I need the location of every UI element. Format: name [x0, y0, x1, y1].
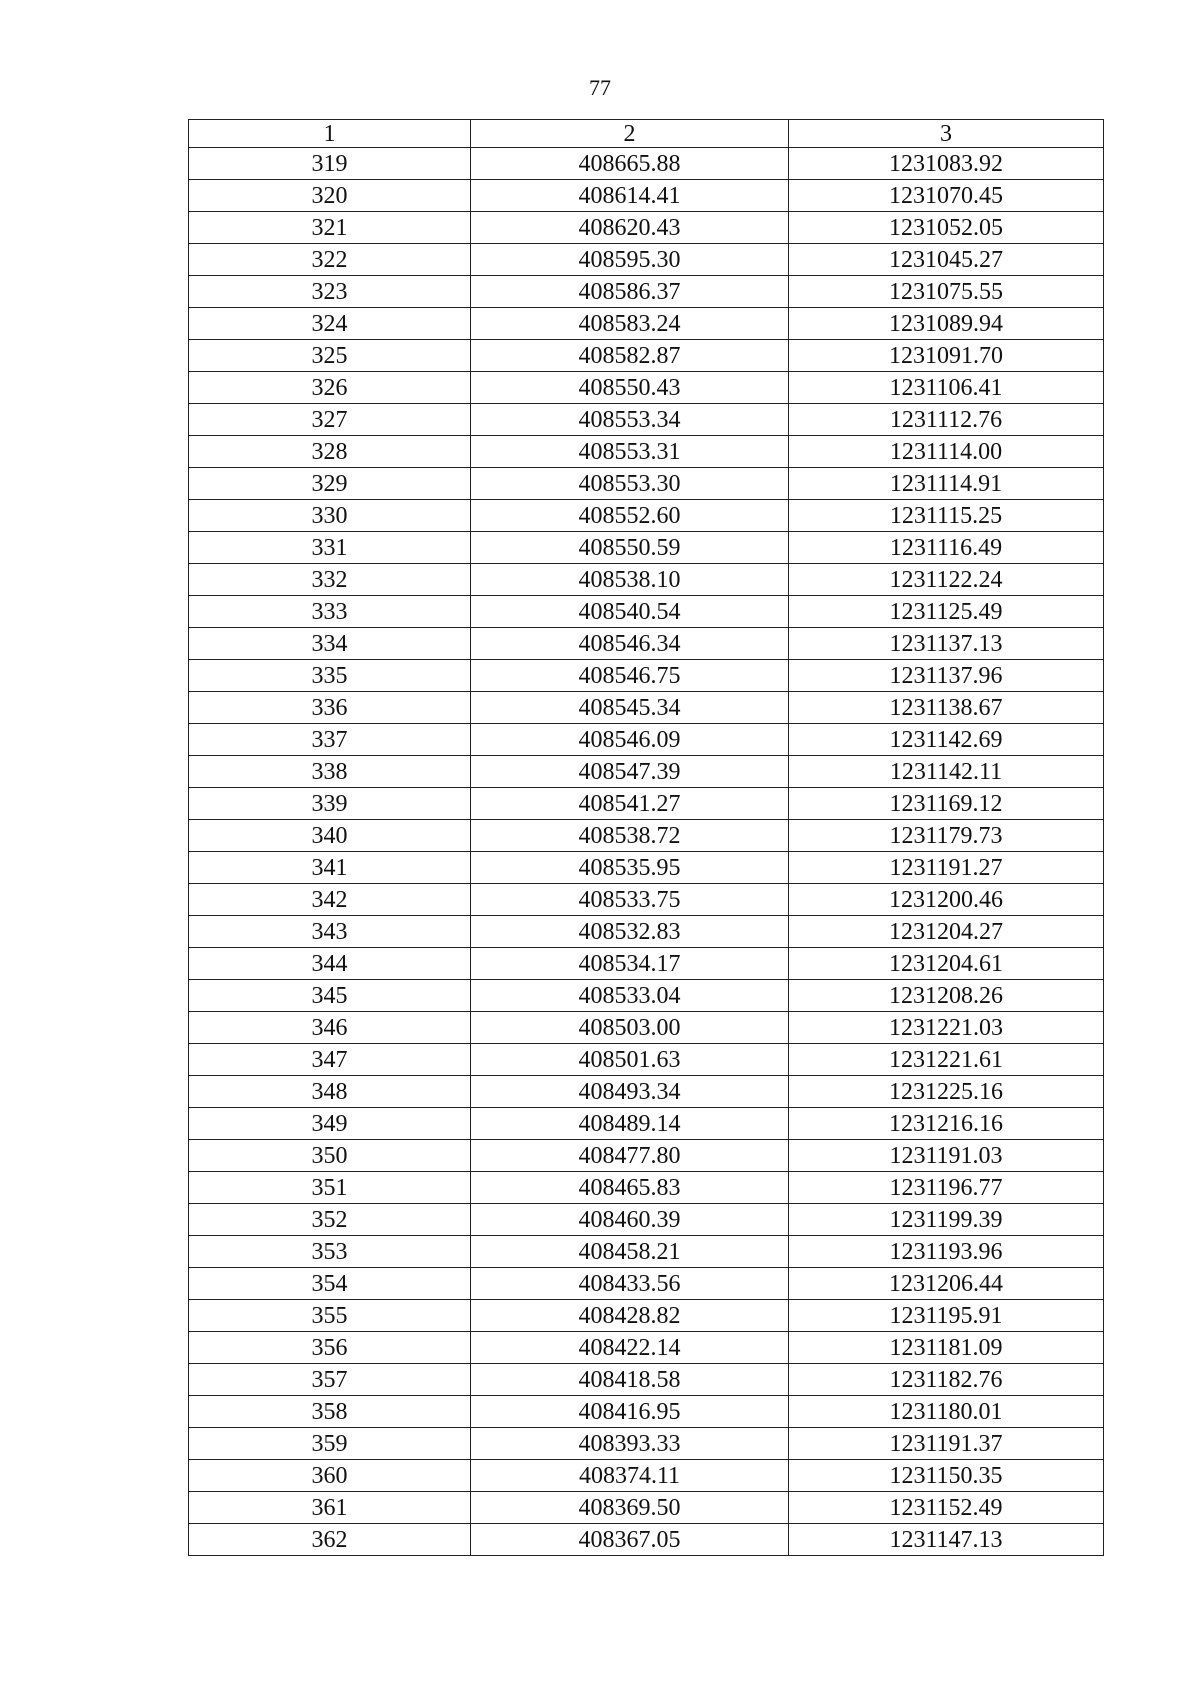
x-coordinate-cell: 408477.80	[471, 1140, 789, 1172]
y-coordinate-cell: 1231216.16	[789, 1108, 1104, 1140]
point-number-cell: 355	[189, 1300, 471, 1332]
x-coordinate-cell: 408550.59	[471, 532, 789, 564]
x-coordinate-cell: 408428.82	[471, 1300, 789, 1332]
point-number-cell: 326	[189, 372, 471, 404]
x-coordinate-cell: 408535.95	[471, 852, 789, 884]
y-coordinate-cell: 1231114.91	[789, 468, 1104, 500]
table-row	[189, 372, 1104, 404]
point-number-cell: 323	[189, 276, 471, 308]
table-row	[189, 1364, 1104, 1396]
table-row	[189, 276, 1104, 308]
x-coordinate-cell: 408553.34	[471, 404, 789, 436]
point-number-cell: 344	[189, 948, 471, 980]
point-number-cell: 334	[189, 628, 471, 660]
x-coordinate-cell: 408614.41	[471, 180, 789, 212]
y-coordinate-cell: 1231179.73	[789, 820, 1104, 852]
point-number-cell: 320	[189, 180, 471, 212]
x-coordinate-cell: 408533.04	[471, 980, 789, 1012]
table-row	[189, 564, 1104, 596]
y-coordinate-cell: 1231045.27	[789, 244, 1104, 276]
point-number-cell: 356	[189, 1332, 471, 1364]
x-coordinate-cell: 408418.58	[471, 1364, 789, 1396]
y-coordinate-cell: 1231206.44	[789, 1268, 1104, 1300]
x-coordinate-cell: 408553.30	[471, 468, 789, 500]
y-coordinate-cell: 1231221.03	[789, 1012, 1104, 1044]
point-number-cell: 328	[189, 436, 471, 468]
table-row	[189, 1524, 1104, 1556]
point-number-cell: 349	[189, 1108, 471, 1140]
y-coordinate-cell: 1231204.61	[789, 948, 1104, 980]
point-number-cell: 327	[189, 404, 471, 436]
x-coordinate-cell: 408541.27	[471, 788, 789, 820]
table-row	[189, 724, 1104, 756]
x-coordinate-cell: 408465.83	[471, 1172, 789, 1204]
point-number-cell: 333	[189, 596, 471, 628]
point-number-cell: 358	[189, 1396, 471, 1428]
x-coordinate-cell: 408533.75	[471, 884, 789, 916]
x-coordinate-cell: 408416.95	[471, 1396, 789, 1428]
table-body	[189, 148, 1104, 1556]
point-number-cell: 350	[189, 1140, 471, 1172]
x-coordinate-cell: 408503.00	[471, 1012, 789, 1044]
y-coordinate-cell: 1231052.05	[789, 212, 1104, 244]
point-number-cell: 351	[189, 1172, 471, 1204]
y-coordinate-cell: 1231138.67	[789, 692, 1104, 724]
table-row	[189, 660, 1104, 692]
point-number-cell: 335	[189, 660, 471, 692]
point-number-cell: 359	[189, 1428, 471, 1460]
x-coordinate-cell: 408493.34	[471, 1076, 789, 1108]
table-row	[189, 1396, 1104, 1428]
point-number-cell: 325	[189, 340, 471, 372]
table-row	[189, 948, 1104, 980]
point-number-cell: 362	[189, 1524, 471, 1556]
x-coordinate-cell: 408367.05	[471, 1524, 789, 1556]
table-row	[189, 404, 1104, 436]
coordinates-table	[188, 119, 1104, 1556]
x-coordinate-cell: 408583.24	[471, 308, 789, 340]
table-row	[189, 148, 1104, 180]
table-header	[189, 120, 1104, 148]
x-coordinate-cell: 408374.11	[471, 1460, 789, 1492]
y-coordinate-cell: 1231200.46	[789, 884, 1104, 916]
table-row	[189, 1108, 1104, 1140]
y-coordinate-cell: 1231221.61	[789, 1044, 1104, 1076]
x-coordinate-cell: 408547.39	[471, 756, 789, 788]
point-number-cell: 354	[189, 1268, 471, 1300]
y-coordinate-cell: 1231208.26	[789, 980, 1104, 1012]
y-coordinate-cell: 1231191.27	[789, 852, 1104, 884]
y-coordinate-cell: 1231116.49	[789, 532, 1104, 564]
table-row	[189, 532, 1104, 564]
table-row	[189, 628, 1104, 660]
y-coordinate-cell: 1231125.49	[789, 596, 1104, 628]
x-coordinate-cell: 408546.09	[471, 724, 789, 756]
y-coordinate-cell: 1231091.70	[789, 340, 1104, 372]
x-coordinate-cell: 408665.88	[471, 148, 789, 180]
x-coordinate-cell: 408538.10	[471, 564, 789, 596]
y-coordinate-cell: 1231114.00	[789, 436, 1104, 468]
y-coordinate-cell: 1231181.09	[789, 1332, 1104, 1364]
table-row	[189, 1044, 1104, 1076]
y-coordinate-cell: 1231193.96	[789, 1236, 1104, 1268]
y-coordinate-cell: 1231152.49	[789, 1492, 1104, 1524]
x-coordinate-cell: 408540.54	[471, 596, 789, 628]
y-coordinate-cell: 1231204.27	[789, 916, 1104, 948]
table-row	[189, 1460, 1104, 1492]
point-number-cell: 322	[189, 244, 471, 276]
table-row	[189, 692, 1104, 724]
table-row	[189, 308, 1104, 340]
y-coordinate-cell: 1231150.35	[789, 1460, 1104, 1492]
table-row	[189, 756, 1104, 788]
point-number-cell: 343	[189, 916, 471, 948]
x-coordinate-cell: 408538.72	[471, 820, 789, 852]
y-coordinate-cell: 1231089.94	[789, 308, 1104, 340]
y-coordinate-cell: 1231122.24	[789, 564, 1104, 596]
table-row	[189, 1204, 1104, 1236]
x-coordinate-cell: 408545.34	[471, 692, 789, 724]
table-row	[189, 468, 1104, 500]
point-number-cell: 319	[189, 148, 471, 180]
table-row	[189, 1268, 1104, 1300]
table-row	[189, 500, 1104, 532]
table-row	[189, 980, 1104, 1012]
x-coordinate-cell: 408546.75	[471, 660, 789, 692]
x-coordinate-cell: 408552.60	[471, 500, 789, 532]
x-coordinate-cell: 408532.83	[471, 916, 789, 948]
point-number-cell: 348	[189, 1076, 471, 1108]
y-coordinate-cell: 1231169.12	[789, 788, 1104, 820]
point-number-cell: 345	[189, 980, 471, 1012]
table-row	[189, 212, 1104, 244]
x-coordinate-cell: 408369.50	[471, 1492, 789, 1524]
point-number-cell: 346	[189, 1012, 471, 1044]
point-number-cell: 337	[189, 724, 471, 756]
y-coordinate-cell: 1231191.03	[789, 1140, 1104, 1172]
y-coordinate-cell: 1231112.76	[789, 404, 1104, 436]
point-number-cell: 342	[189, 884, 471, 916]
point-number-cell: 361	[189, 1492, 471, 1524]
header-col-3: 3	[789, 120, 1104, 148]
point-number-cell: 321	[189, 212, 471, 244]
y-coordinate-cell: 1231195.91	[789, 1300, 1104, 1332]
point-number-cell: 338	[189, 756, 471, 788]
y-coordinate-cell: 1231142.69	[789, 724, 1104, 756]
point-number-cell: 341	[189, 852, 471, 884]
table-row	[189, 884, 1104, 916]
header-col-1: 1	[189, 120, 471, 148]
point-number-cell: 332	[189, 564, 471, 596]
point-number-cell: 339	[189, 788, 471, 820]
y-coordinate-cell: 1231191.37	[789, 1428, 1104, 1460]
page-number: 77	[589, 75, 611, 100]
table-row	[189, 1140, 1104, 1172]
point-number-cell: 330	[189, 500, 471, 532]
x-coordinate-cell: 408393.33	[471, 1428, 789, 1460]
y-coordinate-cell: 1231199.39	[789, 1204, 1104, 1236]
point-number-cell: 329	[189, 468, 471, 500]
table-row	[189, 820, 1104, 852]
x-coordinate-cell: 408501.63	[471, 1044, 789, 1076]
table-row	[189, 788, 1104, 820]
y-coordinate-cell: 1231180.01	[789, 1396, 1104, 1428]
point-number-cell: 352	[189, 1204, 471, 1236]
table-row	[189, 180, 1104, 212]
y-coordinate-cell: 1231070.45	[789, 180, 1104, 212]
x-coordinate-cell: 408553.31	[471, 436, 789, 468]
point-number-cell: 324	[189, 308, 471, 340]
point-number-cell: 357	[189, 1364, 471, 1396]
table-row	[189, 1076, 1104, 1108]
y-coordinate-cell: 1231115.25	[789, 500, 1104, 532]
x-coordinate-cell: 408489.14	[471, 1108, 789, 1140]
x-coordinate-cell: 408620.43	[471, 212, 789, 244]
table-row	[189, 1012, 1104, 1044]
point-number-cell: 331	[189, 532, 471, 564]
table-row	[189, 1236, 1104, 1268]
y-coordinate-cell: 1231106.41	[789, 372, 1104, 404]
x-coordinate-cell: 408534.17	[471, 948, 789, 980]
y-coordinate-cell: 1231137.96	[789, 660, 1104, 692]
y-coordinate-cell: 1231142.11	[789, 756, 1104, 788]
header-col-2: 2	[471, 120, 789, 148]
point-number-cell: 360	[189, 1460, 471, 1492]
x-coordinate-cell: 408595.30	[471, 244, 789, 276]
x-coordinate-cell: 408422.14	[471, 1332, 789, 1364]
table-row	[189, 436, 1104, 468]
table-row	[189, 1300, 1104, 1332]
table-row	[189, 244, 1104, 276]
table-row	[189, 1332, 1104, 1364]
table-row	[189, 916, 1104, 948]
y-coordinate-cell: 1231075.55	[789, 276, 1104, 308]
x-coordinate-cell: 408582.87	[471, 340, 789, 372]
x-coordinate-cell: 408550.43	[471, 372, 789, 404]
y-coordinate-cell: 1231182.76	[789, 1364, 1104, 1396]
table-row	[189, 340, 1104, 372]
y-coordinate-cell: 1231137.13	[789, 628, 1104, 660]
x-coordinate-cell: 408460.39	[471, 1204, 789, 1236]
point-number-cell: 347	[189, 1044, 471, 1076]
x-coordinate-cell: 408586.37	[471, 276, 789, 308]
table-row	[189, 596, 1104, 628]
x-coordinate-cell: 408546.34	[471, 628, 789, 660]
point-number-cell: 353	[189, 1236, 471, 1268]
header-row	[189, 120, 1104, 148]
point-number-cell: 336	[189, 692, 471, 724]
y-coordinate-cell: 1231147.13	[789, 1524, 1104, 1556]
table-row	[189, 1172, 1104, 1204]
table-row	[189, 852, 1104, 884]
table-row	[189, 1492, 1104, 1524]
table-row	[189, 1428, 1104, 1460]
y-coordinate-cell: 1231225.16	[789, 1076, 1104, 1108]
point-number-cell: 340	[189, 820, 471, 852]
x-coordinate-cell: 408458.21	[471, 1236, 789, 1268]
y-coordinate-cell: 1231083.92	[789, 148, 1104, 180]
y-coordinate-cell: 1231196.77	[789, 1172, 1104, 1204]
x-coordinate-cell: 408433.56	[471, 1268, 789, 1300]
